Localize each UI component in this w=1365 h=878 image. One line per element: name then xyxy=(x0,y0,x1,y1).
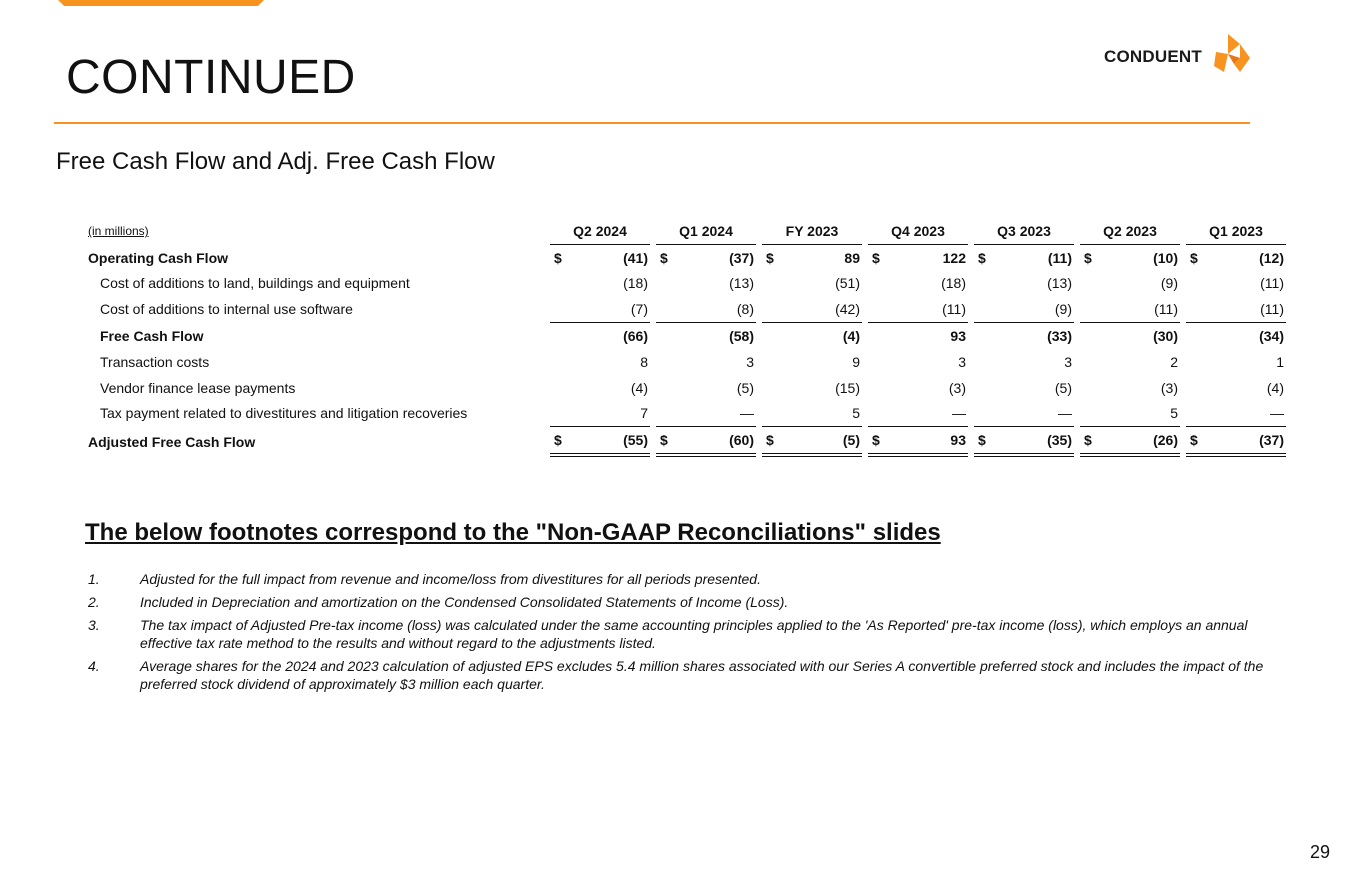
cell-value: (9) xyxy=(1054,301,1072,318)
cell-value: (11) xyxy=(1260,301,1284,318)
cell-value: (9) xyxy=(1160,275,1178,292)
period-header: Q1 2024 xyxy=(656,218,756,245)
currency-symbol: $ xyxy=(762,426,780,457)
page-title: CONTINUED xyxy=(66,51,356,104)
row-label: Vendor finance lease payments xyxy=(100,379,296,396)
cell-value: (26) xyxy=(1098,426,1180,457)
cell-value: (30) xyxy=(1098,322,1180,349)
currency-symbol: $ xyxy=(550,426,568,457)
currency-symbol: $ xyxy=(868,426,886,457)
row-label: Cost of additions to internal use software xyxy=(100,301,353,318)
currency-symbol: $ xyxy=(978,249,986,266)
cell-value: (37) xyxy=(1204,426,1286,457)
cell-value: (51) xyxy=(835,275,860,292)
footnote-item xyxy=(88,657,1283,693)
cell-value: (4) xyxy=(780,322,862,349)
cell-value: (15) xyxy=(835,379,860,396)
cell-value: (8) xyxy=(736,301,754,318)
table-header-row xyxy=(84,218,1286,245)
cell-value: (55) xyxy=(568,426,650,457)
logo-wordmark: CONDUENT xyxy=(1104,47,1202,66)
cell-value: 93 xyxy=(886,426,968,457)
period-header: Q2 2023 xyxy=(1080,218,1180,245)
currency-symbol: $ xyxy=(974,426,992,457)
footnote-item xyxy=(88,593,1283,611)
cell-value: (37) xyxy=(729,249,754,266)
cell-value: (7) xyxy=(630,301,648,318)
cell-value: (4) xyxy=(1266,379,1284,396)
cell-value: 3 xyxy=(958,353,966,370)
cell-value: — xyxy=(740,405,754,422)
currency-symbol: $ xyxy=(766,249,774,266)
currency-symbol: $ xyxy=(872,249,880,266)
table-row xyxy=(84,296,1286,322)
units-label: (in millions) xyxy=(88,224,149,239)
cell-value: 122 xyxy=(942,249,966,266)
period-header: FY 2023 xyxy=(762,218,862,245)
cell-value: — xyxy=(952,405,966,422)
cell-value: (3) xyxy=(1160,379,1178,396)
cell-value: 8 xyxy=(640,353,648,370)
cell-value: — xyxy=(1058,405,1072,422)
cell-value: (3) xyxy=(948,379,966,396)
currency-symbol: $ xyxy=(1190,249,1198,266)
cell-value: (42) xyxy=(835,301,860,318)
cell-value: (41) xyxy=(623,249,648,266)
cell-value: 89 xyxy=(844,249,860,266)
cell-value: (13) xyxy=(729,275,754,292)
cell-value: (13) xyxy=(1047,275,1072,292)
cell-value: (11) xyxy=(1154,301,1178,318)
table-row xyxy=(84,245,1286,271)
top-accent-bar xyxy=(58,0,264,6)
cell-value: (10) xyxy=(1153,249,1178,266)
currency-symbol: $ xyxy=(1186,426,1204,457)
footnote-number: 3. xyxy=(88,617,100,633)
currency-symbol: $ xyxy=(1080,426,1098,457)
cell-value: (60) xyxy=(674,426,756,457)
footnote-text: Average shares for the 2024 and 2023 calculation of adjusted EPS excludes 5.4 million shares associated with our Series A convertible preferred stock and includes the impact of the preferred stock dividend of approximately $3 million each quarter. xyxy=(140,658,1264,692)
table-row xyxy=(84,401,1286,427)
row-label: Adjusted Free Cash Flow xyxy=(88,433,256,450)
currency-symbol: $ xyxy=(1084,249,1092,266)
conduent-logo xyxy=(1104,34,1254,76)
cell-value: 2 xyxy=(1170,353,1178,370)
conduent-mark-icon xyxy=(1210,34,1250,74)
period-header: Q4 2023 xyxy=(868,218,968,245)
cell-value: (5) xyxy=(736,379,754,396)
cell-value: 5 xyxy=(1170,405,1178,422)
footnotes-heading: The below footnotes correspond to the "Non-GAAP Reconciliations" slides xyxy=(85,519,941,546)
title-divider xyxy=(54,122,1250,124)
period-header: Q2 2024 xyxy=(550,218,650,245)
footnotes-list xyxy=(88,570,1283,698)
table-row xyxy=(84,349,1286,375)
footnote-number: 2. xyxy=(88,594,100,610)
row-label: Operating Cash Flow xyxy=(88,249,229,266)
footnote-item xyxy=(88,570,1283,588)
period-header: Q3 2023 xyxy=(974,218,1074,245)
currency-symbol: $ xyxy=(656,426,674,457)
cell-value: 7 xyxy=(640,405,648,422)
cell-value: (12) xyxy=(1259,249,1284,266)
cell-value: (58) xyxy=(674,322,756,349)
cell-value: (11) xyxy=(942,301,966,318)
footnote-item xyxy=(88,616,1283,652)
cell-value: (33) xyxy=(992,322,1074,349)
cell-value: (34) xyxy=(1204,322,1286,349)
cell-value: (66) xyxy=(568,322,650,349)
free-cash-flow-table xyxy=(84,218,1286,457)
cell-value: (35) xyxy=(992,426,1074,457)
footnote-text: Included in Depreciation and amortization on the Condensed Consolidated Statements of Income (Loss). xyxy=(140,594,789,610)
row-label: Transaction costs xyxy=(100,353,210,370)
cell-value: 3 xyxy=(1064,353,1072,370)
cell-value: (5) xyxy=(780,426,862,457)
footnote-number: 1. xyxy=(88,571,100,587)
cell-value: — xyxy=(1270,405,1284,422)
footnote-text: Adjusted for the full impact from revenue and income/loss from divestitures for all periods presented. xyxy=(140,571,761,587)
table-row xyxy=(84,322,1286,349)
footnote-text: The tax impact of Adjusted Pre-tax income (loss) was calculated under the same accounting principles applied to the 'As Reported' pre-tax income (loss), which employs an annual effective tax rate method to the results and without regard to the adjustments listed. xyxy=(140,617,1248,651)
cell-value: 1 xyxy=(1276,353,1284,370)
row-label: Cost of additions to land, buildings and equipment xyxy=(100,275,410,292)
cell-value: 93 xyxy=(886,322,968,349)
page-number: 29 xyxy=(1309,842,1330,862)
cell-value: 5 xyxy=(852,405,860,422)
row-label: Free Cash Flow xyxy=(100,327,204,344)
period-header: Q1 2023 xyxy=(1186,218,1286,245)
row-label: Tax payment related to divestitures and litigation recoveries xyxy=(100,405,468,422)
cell-value: (5) xyxy=(1054,379,1072,396)
footnote-number: 4. xyxy=(88,658,100,674)
cell-value: (11) xyxy=(1047,249,1072,266)
table-row xyxy=(84,271,1286,297)
currency-symbol: $ xyxy=(554,249,562,266)
cell-value: (11) xyxy=(1260,275,1284,292)
cell-value: 3 xyxy=(746,353,754,370)
cell-value: (18) xyxy=(623,275,648,292)
table-row xyxy=(84,375,1286,401)
section-subtitle: Free Cash Flow and Adj. Free Cash Flow xyxy=(56,148,495,175)
cell-value: (18) xyxy=(941,275,966,292)
currency-symbol: $ xyxy=(660,249,668,266)
cell-value: 9 xyxy=(852,353,860,370)
cell-value: (4) xyxy=(630,379,648,396)
table-row xyxy=(84,426,1286,457)
